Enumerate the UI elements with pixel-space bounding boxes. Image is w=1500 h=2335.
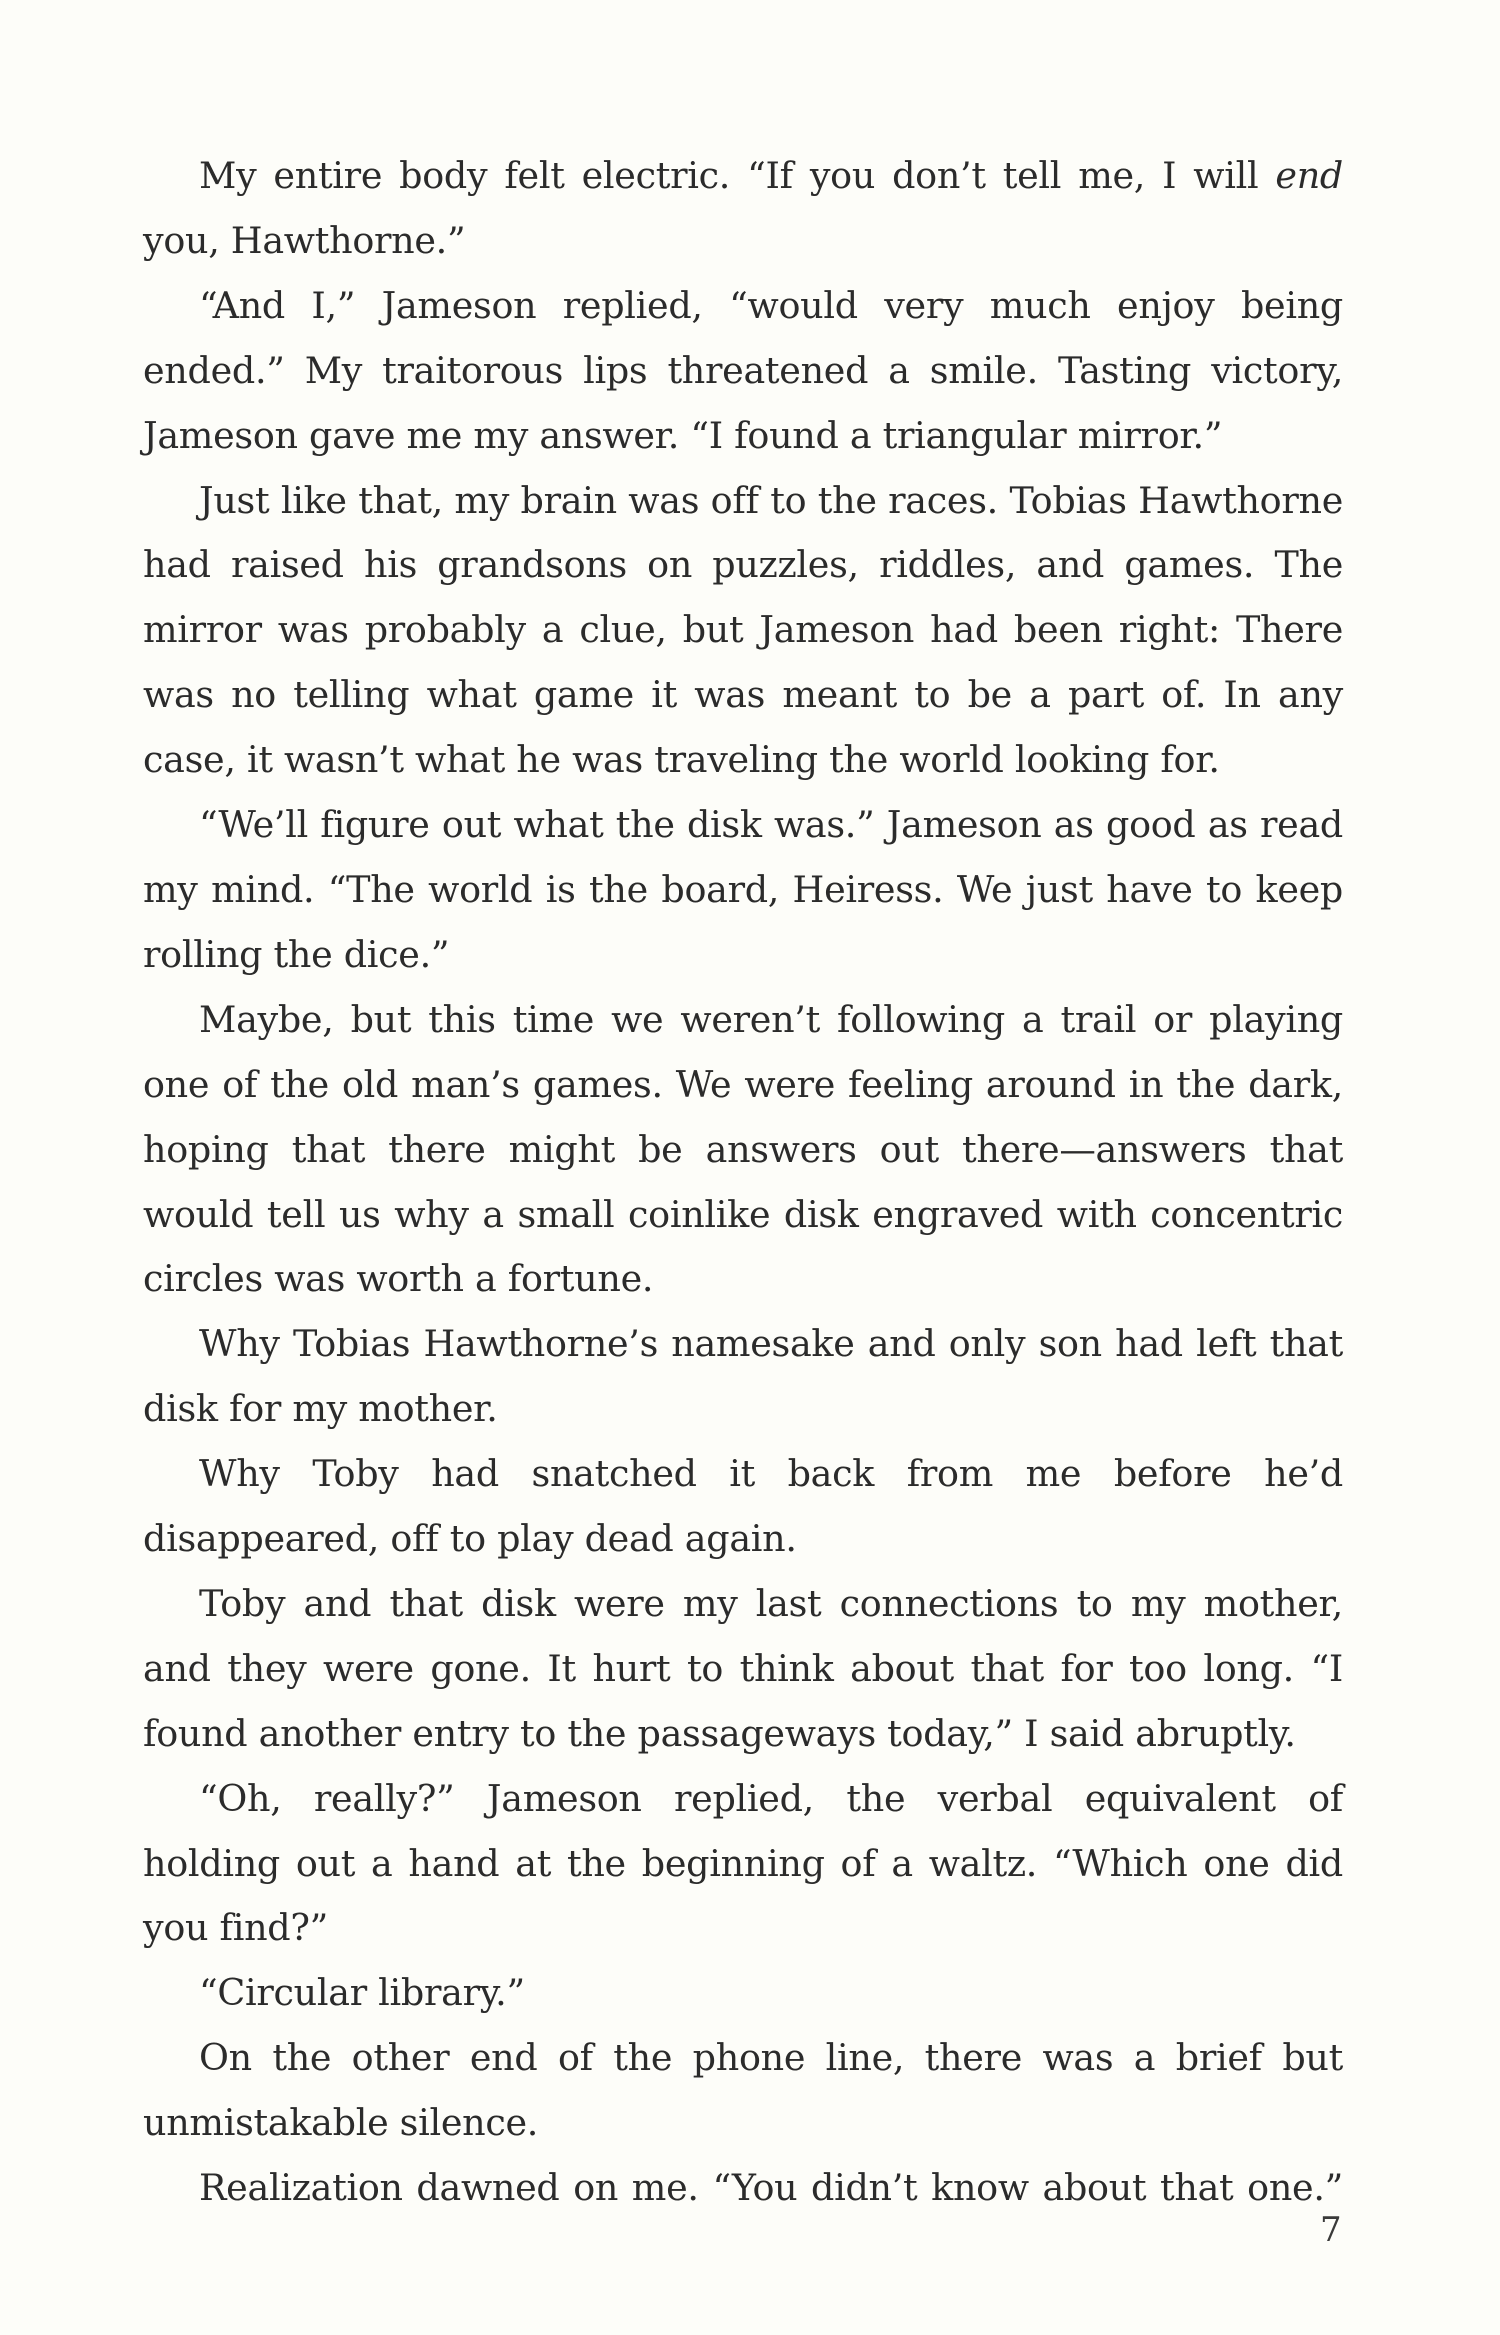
paragraph-1: My entire body felt electric. “If you don’t tell me, I will end you, Hawthorne.”: [143, 154, 1343, 262]
paragraph-7: Why Toby had snatched it back from me before he’d disappeared, off to play dead again.: [143, 1452, 1343, 1561]
paragraph-9: “Oh, really?” Jameson replied, the verbal equivalent of holding out a hand at the beginning of a waltz. “Which one did you find?”: [143, 1776, 1343, 1950]
paragraph-11: On the other end of the phone line, there was a brief but unmistakable silence.: [143, 2036, 1343, 2145]
paragraph-4: “We’ll figure out what the disk was.” Jameson as good as read my mind. “The world is the board, Heiress. We just have to keep rolling the dice.”: [143, 803, 1343, 976]
paragraph-12: Realization dawned on me. “You didn’t know about that one.”: [199, 2166, 1343, 2210]
paragraph-5: Maybe, but this time we weren’t following a trail or playing one of the old man’s games. We were feeling around in the dark, hoping that there might be answers out there—answers that would tell us why a small coinlike disk engraved with concentric circles was worth a fortune.: [143, 997, 1343, 1301]
paragraph-2: “And I,” Jameson replied, “would very much enjoy being ended.” My traitorous lips threatened a smile. Tasting victory, Jameson gave me my answer. “I found a triangular mirror.”: [143, 283, 1343, 457]
emphasis: end: [1275, 154, 1343, 197]
body-text: [143, 144, 1343, 2221]
paragraph-8: Toby and that disk were my last connections to my mother, and they were gone. It hurt to think about that for too long. “I found another entry to the passageways today,” I said abruptly.: [143, 1581, 1343, 1755]
paragraph-6: Why Tobias Hawthorne’s namesake and only son had left that disk for my mother.: [143, 1322, 1343, 1431]
page-number: 7: [1320, 2210, 1342, 2250]
paragraph-10: “Circular library.”: [199, 1971, 525, 2015]
paragraph-3: Just like that, my brain was off to the races. Tobias Hawthorne had raised his grandsons on puzzles, riddles, and games. The mirror was probably a clue, but Jameson had been right: There was no telling what game it was meant to be a part of. In any case, it wasn’t what he was traveling the world looking for.: [143, 478, 1343, 782]
